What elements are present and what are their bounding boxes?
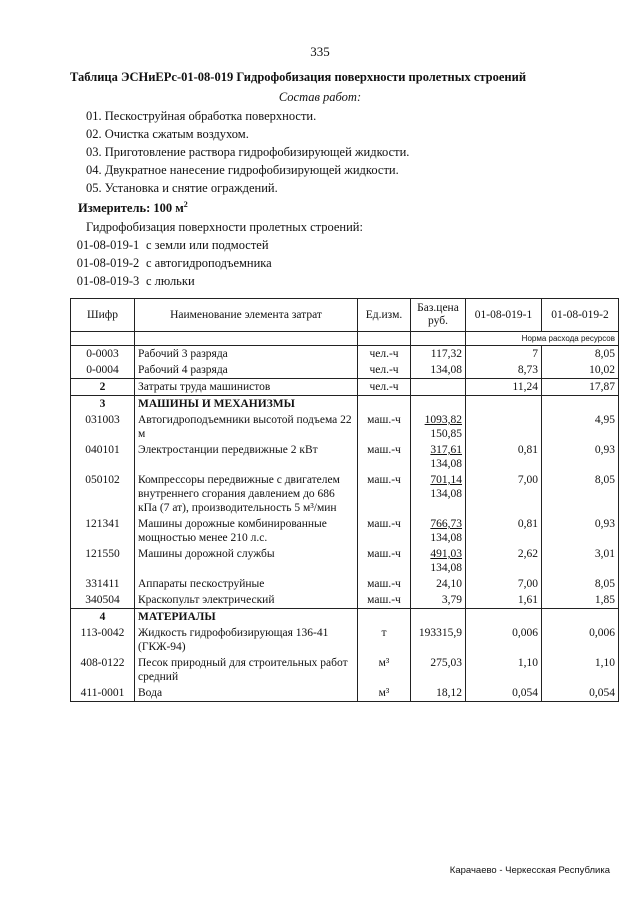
cell-variant-1: 1,61 (466, 592, 542, 609)
cell-variant-1 (466, 412, 542, 442)
cell-unit (358, 609, 411, 626)
operation-item: 03. Приготовление раствора гидрофобизирующей жидкости. (86, 145, 410, 159)
table-row (71, 625, 619, 655)
base-price: 18,12 (436, 687, 462, 699)
base-price: 317,61 (430, 444, 462, 456)
header-variant-1: 01-08-019-1 (466, 299, 542, 332)
cell-code: 113-0042 (71, 625, 135, 655)
cell-name: Песок природный для строительных работ средний (135, 655, 358, 685)
machinist-wage: 134,08 (430, 488, 462, 500)
cell-variant-2: 4,95 (542, 412, 619, 442)
cell-price (411, 412, 466, 442)
cell-variant-1: 7,00 (466, 576, 542, 592)
cell-variant-1: 0,81 (466, 516, 542, 546)
cell-unit: чел.-ч (358, 346, 411, 363)
cell-name: Рабочий 3 разряда (135, 346, 358, 363)
cell-name: Аппараты пескоструйные (135, 576, 358, 592)
cell-variant-1: 8,73 (466, 362, 542, 379)
cell-code: 331411 (71, 576, 135, 592)
cell-variant-2: 0,006 (542, 625, 619, 655)
variant-item (70, 274, 195, 289)
work-composition-heading: Состав работ: (278, 90, 362, 104)
cell-price (411, 546, 466, 576)
cell-price (411, 472, 466, 516)
header-name: Наименование элемента затрат (135, 299, 358, 332)
variant-code: 01-08-019-2 (76, 256, 140, 270)
table-row (71, 546, 619, 576)
variant-text: с автогидроподъемника (146, 256, 272, 270)
base-price: 193315,9 (418, 627, 462, 639)
cell-unit: маш.-ч (358, 516, 411, 546)
cell-price (411, 396, 466, 413)
cell-variant-2: 0,054 (542, 685, 619, 702)
footer-region: Карачаево - Черкесская Республика (449, 865, 610, 876)
table-row (71, 442, 619, 472)
cell-variant-1: 0,006 (466, 625, 542, 655)
cell-name: МАТЕРИАЛЫ (135, 609, 358, 626)
cell-code: 031003 (71, 412, 135, 442)
norm-row (71, 332, 619, 346)
table-row (71, 362, 619, 379)
table-row (71, 516, 619, 546)
machinist-wage: 134,08 (430, 562, 462, 574)
cell-unit: чел.-ч (358, 379, 411, 396)
cell-variant-1: 0,81 (466, 442, 542, 472)
cell-variant-2: 1,85 (542, 592, 619, 609)
cell-unit: маш.-ч (358, 472, 411, 516)
table-title: Таблица ЭСНиЕРс-01-08-019 Гидрофобизация поверхности пролетных строений (70, 70, 527, 84)
cell-variant-2: 8,05 (542, 472, 619, 516)
table-row (71, 609, 619, 626)
variant-code: 01-08-019-3 (76, 274, 140, 288)
cell-variant-1: 2,62 (466, 546, 542, 576)
cell-price (411, 576, 466, 592)
cell-variant-1: 7,00 (466, 472, 542, 516)
cell-code: 040101 (71, 442, 135, 472)
norm-label: Норма расхода ресурсов (466, 332, 619, 346)
cell-code: 0-0003 (71, 346, 135, 363)
variant-item (70, 238, 269, 253)
cell-price (411, 516, 466, 546)
resource-table (70, 298, 619, 702)
table-row (71, 379, 619, 396)
cell-variant-2: 3,01 (542, 546, 619, 576)
cell-variant-1: 1,10 (466, 655, 542, 685)
cell-price (411, 379, 466, 396)
cell-variant-1 (466, 609, 542, 626)
cell-unit: м³ (358, 685, 411, 702)
measure-unit: Измеритель: 100 $м^2$ (78, 200, 188, 216)
cell-code: 408-0122 (71, 655, 135, 685)
cell-name: Компрессоры передвижные с двигателем внутреннего сгорания давлением до 686 кПа (7 ат), производительность 5 м³/мин (135, 472, 358, 516)
cell-unit: м³ (358, 655, 411, 685)
cell-variant-2: 8,05 (542, 576, 619, 592)
variant-item (70, 256, 272, 271)
machinist-wage: 150,85 (430, 428, 462, 440)
cell-code: 4 (71, 609, 135, 626)
page-number: 335 (310, 44, 330, 59)
table-row (71, 412, 619, 442)
table-row (71, 655, 619, 685)
header-price: Баз.цена руб. (411, 299, 466, 332)
cell-variant-1: 11,24 (466, 379, 542, 396)
cell-variant-2: 0,93 (542, 516, 619, 546)
base-price: 117,32 (430, 348, 462, 360)
table-row (71, 396, 619, 413)
header-variant-2: 01-08-019-2 (542, 299, 619, 332)
variant-code: 01-08-019-1 (76, 238, 140, 252)
cell-price (411, 655, 466, 685)
header-unit: Ед.изм. (358, 299, 411, 332)
header-code: Шифр (71, 299, 135, 332)
base-price: 275,03 (430, 657, 462, 669)
table-row (71, 685, 619, 702)
cell-name: Рабочий 4 разряда (135, 362, 358, 379)
base-price: 1093,82 (424, 414, 462, 426)
base-price: 3,79 (441, 594, 462, 606)
cell-code: 121341 (71, 516, 135, 546)
operation-item: 04. Двукратное нанесение гидрофобизирующей жидкости. (86, 163, 399, 177)
cell-unit (358, 396, 411, 413)
cell-variant-2: 8,05 (542, 346, 619, 363)
operation-item: 01. Пескоструйная обработка поверхности. (86, 109, 317, 123)
cell-code: 340504 (71, 592, 135, 609)
cell-variant-2: 1,10 (542, 655, 619, 685)
cell-name: Автогидроподъемники высотой подъема 22 м (135, 412, 358, 442)
cell-code: 3 (71, 396, 135, 413)
base-price: 766,73 (430, 518, 462, 530)
base-price: 701,14 (430, 474, 462, 486)
cell-code: 050102 (71, 472, 135, 516)
table-row (71, 592, 619, 609)
cell-variant-2: 0,93 (542, 442, 619, 472)
cell-name: Вода (135, 685, 358, 702)
cell-unit: чел.-ч (358, 362, 411, 379)
table-row (71, 576, 619, 592)
machinist-wage: 134,08 (430, 532, 462, 544)
cell-code: 0-0004 (71, 362, 135, 379)
cell-price (411, 592, 466, 609)
table-header-row (71, 299, 619, 332)
cell-unit: маш.-ч (358, 412, 411, 442)
cell-name: Краскопульт электрический (135, 592, 358, 609)
cell-name: Электростанции передвижные 2 кВт (135, 442, 358, 472)
table-row (71, 346, 619, 363)
base-price: 24,10 (436, 578, 462, 590)
cell-unit: т (358, 625, 411, 655)
cell-price (411, 442, 466, 472)
table-row (71, 472, 619, 516)
variant-text: с люльки (146, 274, 195, 288)
cell-unit: маш.-ч (358, 442, 411, 472)
operation-item: 05. Установка и снятие ограждений. (86, 181, 278, 195)
cell-unit: маш.-ч (358, 546, 411, 576)
cell-variant-1 (466, 396, 542, 413)
cell-variant-2 (542, 609, 619, 626)
operation-item: 02. Очистка сжатым воздухом. (86, 127, 249, 141)
cell-price (411, 346, 466, 363)
cell-name: МАШИНЫ И МЕХАНИЗМЫ (135, 396, 358, 413)
cell-price (411, 685, 466, 702)
cell-unit: маш.-ч (358, 576, 411, 592)
base-price: 491,03 (430, 548, 462, 560)
cell-variant-1: 0,054 (466, 685, 542, 702)
cell-name: Затраты труда машинистов (135, 379, 358, 396)
cell-price (411, 625, 466, 655)
cell-name: Машины дорожные комбинированные мощностью менее 210 л.с. (135, 516, 358, 546)
cell-variant-2: 17,87 (542, 379, 619, 396)
cell-price (411, 609, 466, 626)
cell-variant-2 (542, 396, 619, 413)
machinist-wage: 134,08 (430, 458, 462, 470)
cell-code: 121550 (71, 546, 135, 576)
cell-variant-2: 10,02 (542, 362, 619, 379)
cell-variant-1: 7 (466, 346, 542, 363)
cell-unit: маш.-ч (358, 592, 411, 609)
cell-code: 411-0001 (71, 685, 135, 702)
base-price: 134,08 (430, 364, 462, 376)
cell-code: 2 (71, 379, 135, 396)
cell-name: Машины дорожной службы (135, 546, 358, 576)
variant-text: с земли или подмостей (146, 238, 269, 252)
cell-price (411, 362, 466, 379)
cell-name: Жидкость гидрофобизирующая 136-41 (ГКЖ-94) (135, 625, 358, 655)
intro-text: Гидрофобизация поверхности пролетных строений: (86, 220, 363, 234)
